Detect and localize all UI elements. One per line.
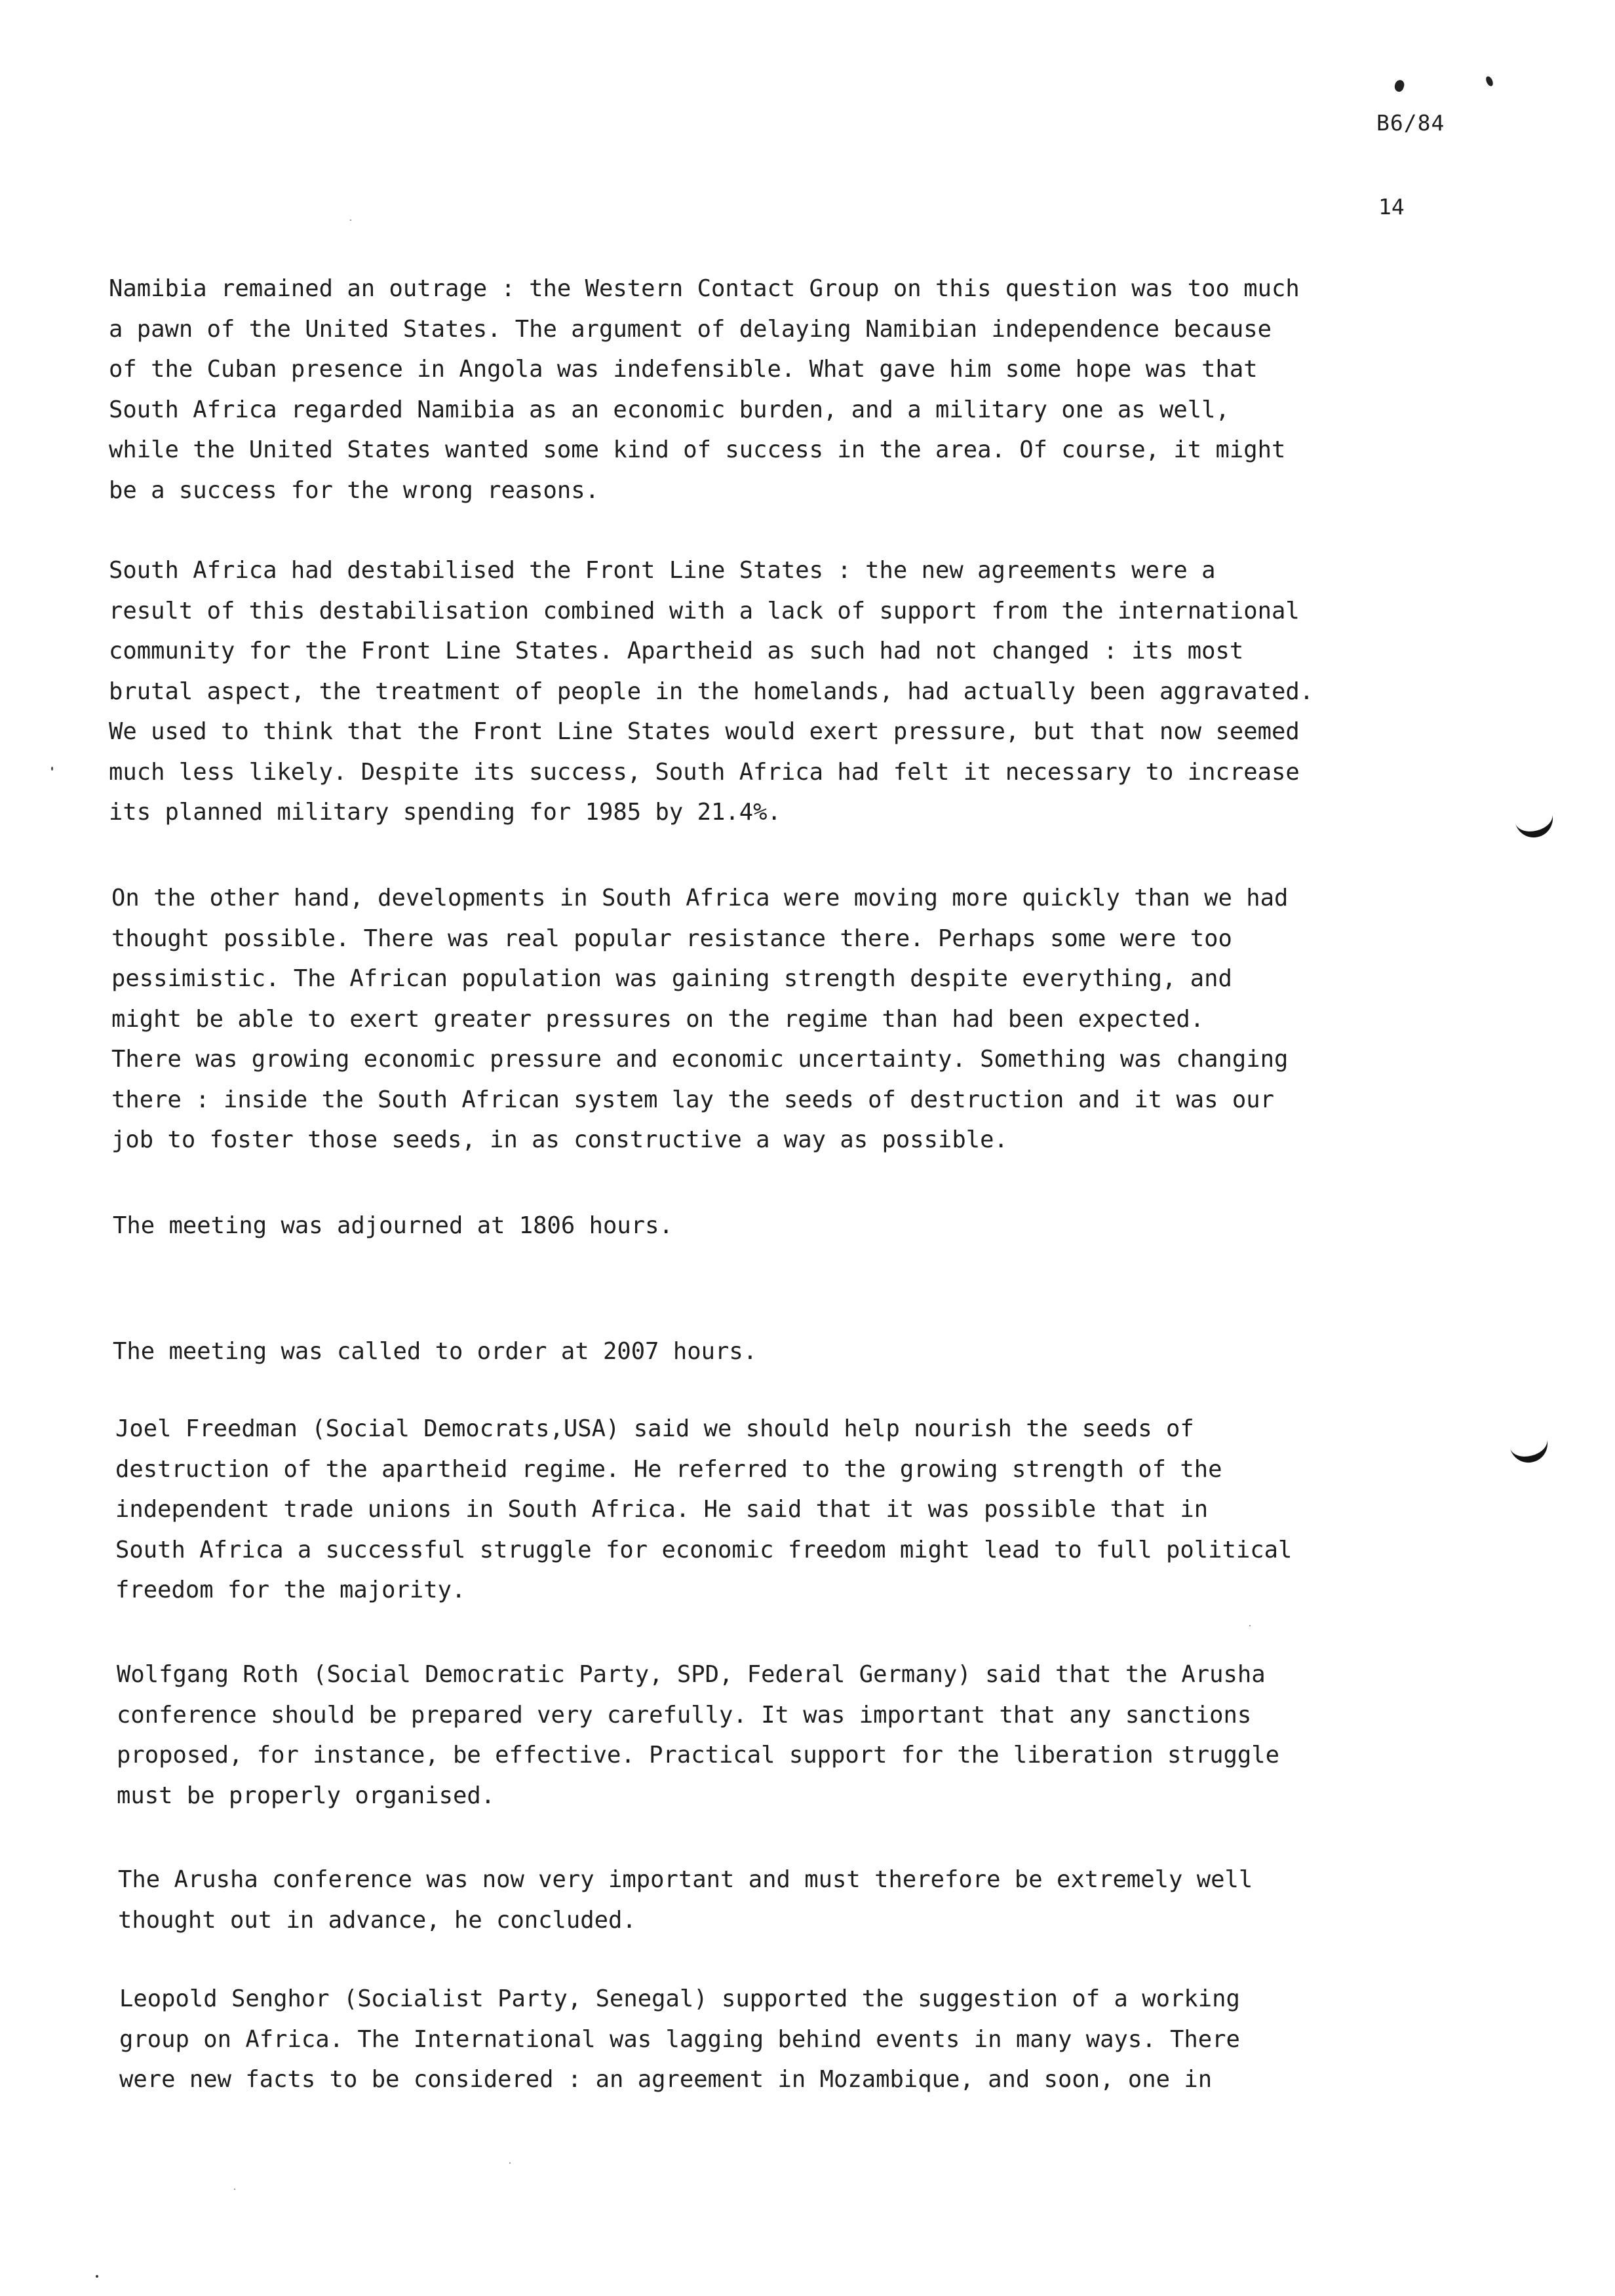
ink-tick-mark [1512, 801, 1557, 842]
text-line: conference should be prepared very carefully. It was important that any sanctions [117, 1701, 1252, 1729]
text-line: there : inside the South African system lay the seeds of destruction and it was our [111, 1086, 1274, 1113]
text-line: much less likely. Despite its success, South Africa had felt it necessary to increase [109, 758, 1300, 786]
text-line: brutal aspect, the treatment of people in the homelands, had actually been aggravated. [109, 678, 1314, 705]
paragraph-destabilisation [109, 550, 1518, 833]
text-line: Wolfgang Roth (Social Democratic Party, SPD, Federal Germany) said that the Arusha [117, 1661, 1266, 1688]
text-line: South Africa had destabilised the Front Line States : the new agreements were a [109, 557, 1216, 584]
text-line: There was growing economic pressure and economic uncertainty. Something was changing [111, 1046, 1289, 1073]
text-line: a pawn of the United States. The argument of delaying Namibian independence because [109, 315, 1272, 343]
text-line: group on Africa. The International was lagging behind events in many ways. There [119, 2025, 1240, 2053]
scan-speck [350, 220, 351, 221]
text-line: Leopold Senghor (Socialist Party, Senegal) supported the suggestion of a working [119, 1985, 1240, 2012]
paragraph-called-to-order [113, 1331, 1522, 1372]
paragraph-freedman [115, 1409, 1525, 1611]
paragraph-namibia [109, 269, 1518, 510]
text-line: result of this destabilisation combined with a lack of support from the international [109, 597, 1300, 624]
text-line: proposed, for instance, be effective. Practical support for the liberation struggle [117, 1742, 1279, 1769]
text-line: South Africa regarded Namibia as an economic burden, and a military one as well, [109, 396, 1230, 423]
text-line: of the Cuban presence in Angola was indefensible. What gave him some hope was that [109, 356, 1258, 383]
text-line: On the other hand, developments in South Africa were moving more quickly than we had [111, 885, 1289, 911]
paragraph-roth [117, 1655, 1526, 1816]
scan-speck [51, 767, 53, 771]
text-line: while the United States wanted some kind of success in the area. Of course, it might [109, 436, 1286, 463]
text-line: South Africa a successful struggle for economic freedom might lead to full political [115, 1536, 1293, 1563]
text-line: We used to think that the Front Line States would exert pressure, but that now seemed [109, 718, 1300, 745]
text-line: thought possible. There was real popular resistance there. Perhaps some were too [111, 925, 1232, 952]
text-line: job to foster those seeds, in as constructive a way as possible. [111, 1126, 1008, 1153]
text-line: destruction of the apartheid regime. He referred to the growing strength of the [115, 1455, 1222, 1483]
scan-speck [509, 2162, 511, 2164]
text-line: its planned military spending for 1985 by 21.4%. [109, 799, 781, 826]
page-number: 14 [1378, 194, 1405, 220]
paragraph-adjourned [113, 1206, 1522, 1246]
text-line: The Arusha conference was now very important and must therefore be extremely well [118, 1866, 1253, 1893]
text-line: must be properly organised. [117, 1782, 496, 1809]
ink-dot-mark [1393, 79, 1405, 93]
scan-speck [234, 2189, 235, 2190]
text-line: independent trade unions in South Africa. He said that it was possible that in [115, 1496, 1209, 1523]
paragraph-developments [111, 878, 1521, 1160]
scan-speck [1249, 1625, 1251, 1626]
document-reference: B6/84 [1376, 110, 1445, 136]
text-line: pessimistic. The African population was gaining strength despite everything, and [111, 965, 1232, 992]
paragraph-senghor [119, 1979, 1528, 2100]
text-line: were new facts to be considered : an agreement in Mozambique, and soon, one in [119, 2066, 1213, 2093]
scan-speck [96, 2275, 98, 2278]
text-line: freedom for the majority. [115, 1577, 466, 1603]
paragraph-arusha [118, 1860, 1527, 1940]
text-line: Joel Freedman (Social Democrats,USA) said we should help nourish the seeds of [115, 1415, 1194, 1442]
text-line: Namibia remained an outrage : the Western Contact Group on this question was too much [109, 275, 1300, 302]
text-line: be a success for the wrong reasons. [109, 476, 600, 504]
text-line: might be able to exert greater pressures on the regime than had been expected. [111, 1005, 1205, 1033]
text-line: community for the Front Line States. Apartheid as such had not changed : its most [109, 638, 1244, 664]
text-line: The meeting was called to order at 2007 hours. [113, 1338, 758, 1365]
text-line: thought out in advance, he concluded. [118, 1906, 636, 1934]
ink-dot-mark [1485, 75, 1494, 87]
text-line: The meeting was adjourned at 1806 hours. [113, 1212, 673, 1239]
